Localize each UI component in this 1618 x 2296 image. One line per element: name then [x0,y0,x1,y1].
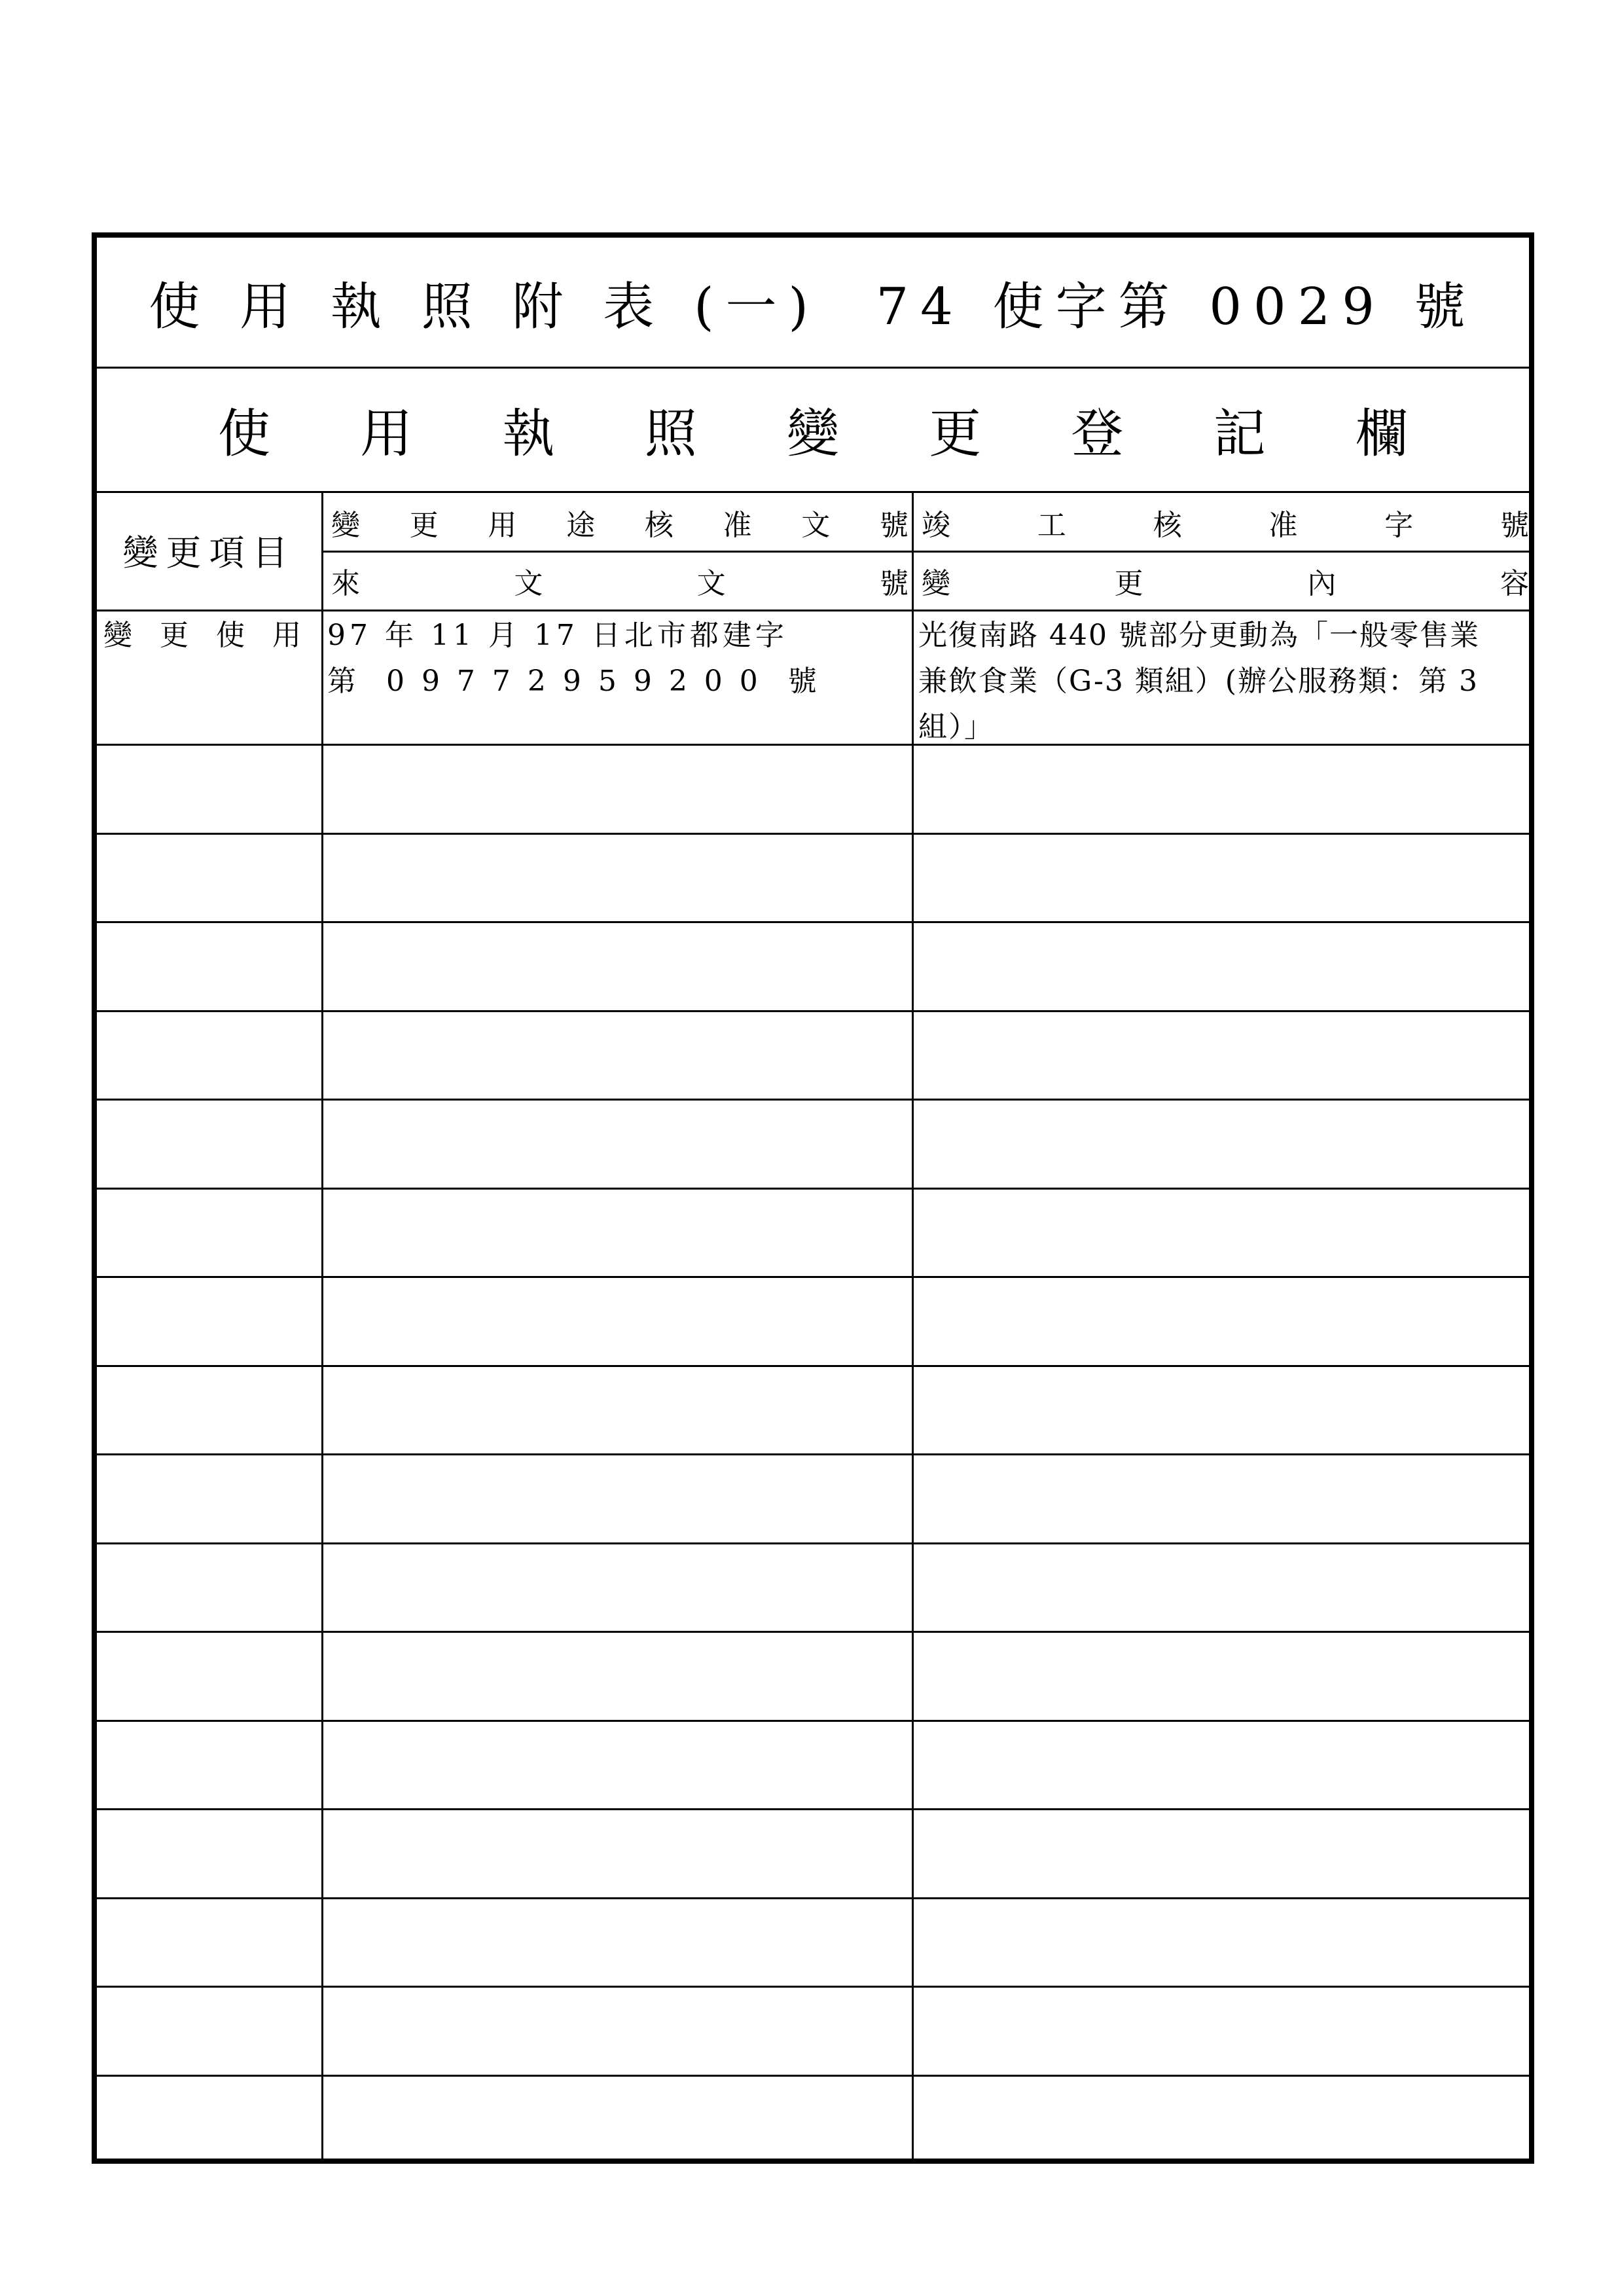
header-char: 號 [879,509,908,542]
row-item: 變 更 使 用 [103,619,310,652]
row-approval-line2: 第 0 9 7 7 2 9 5 9 2 0 0 號 [327,665,821,698]
heading-char: 登 [1071,403,1124,464]
heading-char: 欄 [1356,403,1408,464]
header-char: 更 [409,509,439,542]
divider [97,610,1529,611]
header-char: 號 [879,567,908,600]
header-char: 核 [644,509,674,542]
heading-char: 照 [644,403,697,464]
row-line [97,921,1529,923]
row-line [97,1631,1529,1633]
header-char: 變 [331,509,360,542]
row-line [97,1010,1529,1012]
header-char: 更 [1114,567,1143,600]
row-line [97,1986,1529,1988]
row-line [97,1276,1529,1278]
header-item: 變更項目 [122,532,296,574]
header-char: 核 [1153,509,1182,542]
row-line [97,1453,1529,1455]
row-line [97,1897,1529,1899]
heading-char: 使 [218,403,270,464]
heading-char: 記 [1213,403,1266,464]
row-line [97,744,1529,746]
heading-char: 用 [360,403,413,464]
column-divider [321,491,323,2159]
row-content-line3: 組）」 [918,710,994,744]
header-char: 准 [723,509,752,542]
header-char: 途 [566,509,596,542]
row-line [97,1188,1529,1190]
row-line [97,1808,1529,1810]
row-content-line1: 光復南路 440 號部分更動為「一般零售業 [918,619,1480,652]
header-char: 准 [1268,509,1298,542]
column-divider [912,491,914,2159]
row-approval-line1: 97 年 11 月 17 日北市都建字 [327,619,788,652]
document-title: 使 用 執 照 附 表 (一) 74 使字第 0029 號 [149,277,1477,337]
row-line [97,1365,1529,1367]
row-line [97,1720,1529,1722]
header-approval-no [331,494,908,551]
row-line [97,833,1529,835]
header-char: 文 [514,567,543,600]
header-char: 內 [1307,567,1337,600]
license-table [92,232,1534,2164]
header-char: 來 [331,567,360,600]
header-char: 變 [922,567,950,600]
row-line [97,1099,1529,1101]
header-char: 竣 [922,509,950,542]
header-completion-no [922,494,1529,551]
section-heading [97,367,1529,491]
header-char: 工 [1037,509,1066,542]
header-char: 文 [696,567,726,600]
row-line [97,1542,1529,1544]
header-char: 用 [488,509,517,542]
header-char: 號 [1500,509,1529,542]
row-content-line2: 兼飲食業（G-3 類組）(辦公服務類：第 3 [918,665,1479,698]
header-char: 字 [1384,509,1414,542]
header-incoming-no [331,553,908,609]
header-change-content [922,553,1529,609]
heading-char: 執 [502,403,555,464]
heading-char: 更 [929,403,982,464]
heading-char: 變 [787,403,839,464]
header-char: 文 [801,509,831,542]
section-heading-text [218,367,1408,491]
header-char: 容 [1500,567,1529,600]
row-line [97,2075,1529,2077]
